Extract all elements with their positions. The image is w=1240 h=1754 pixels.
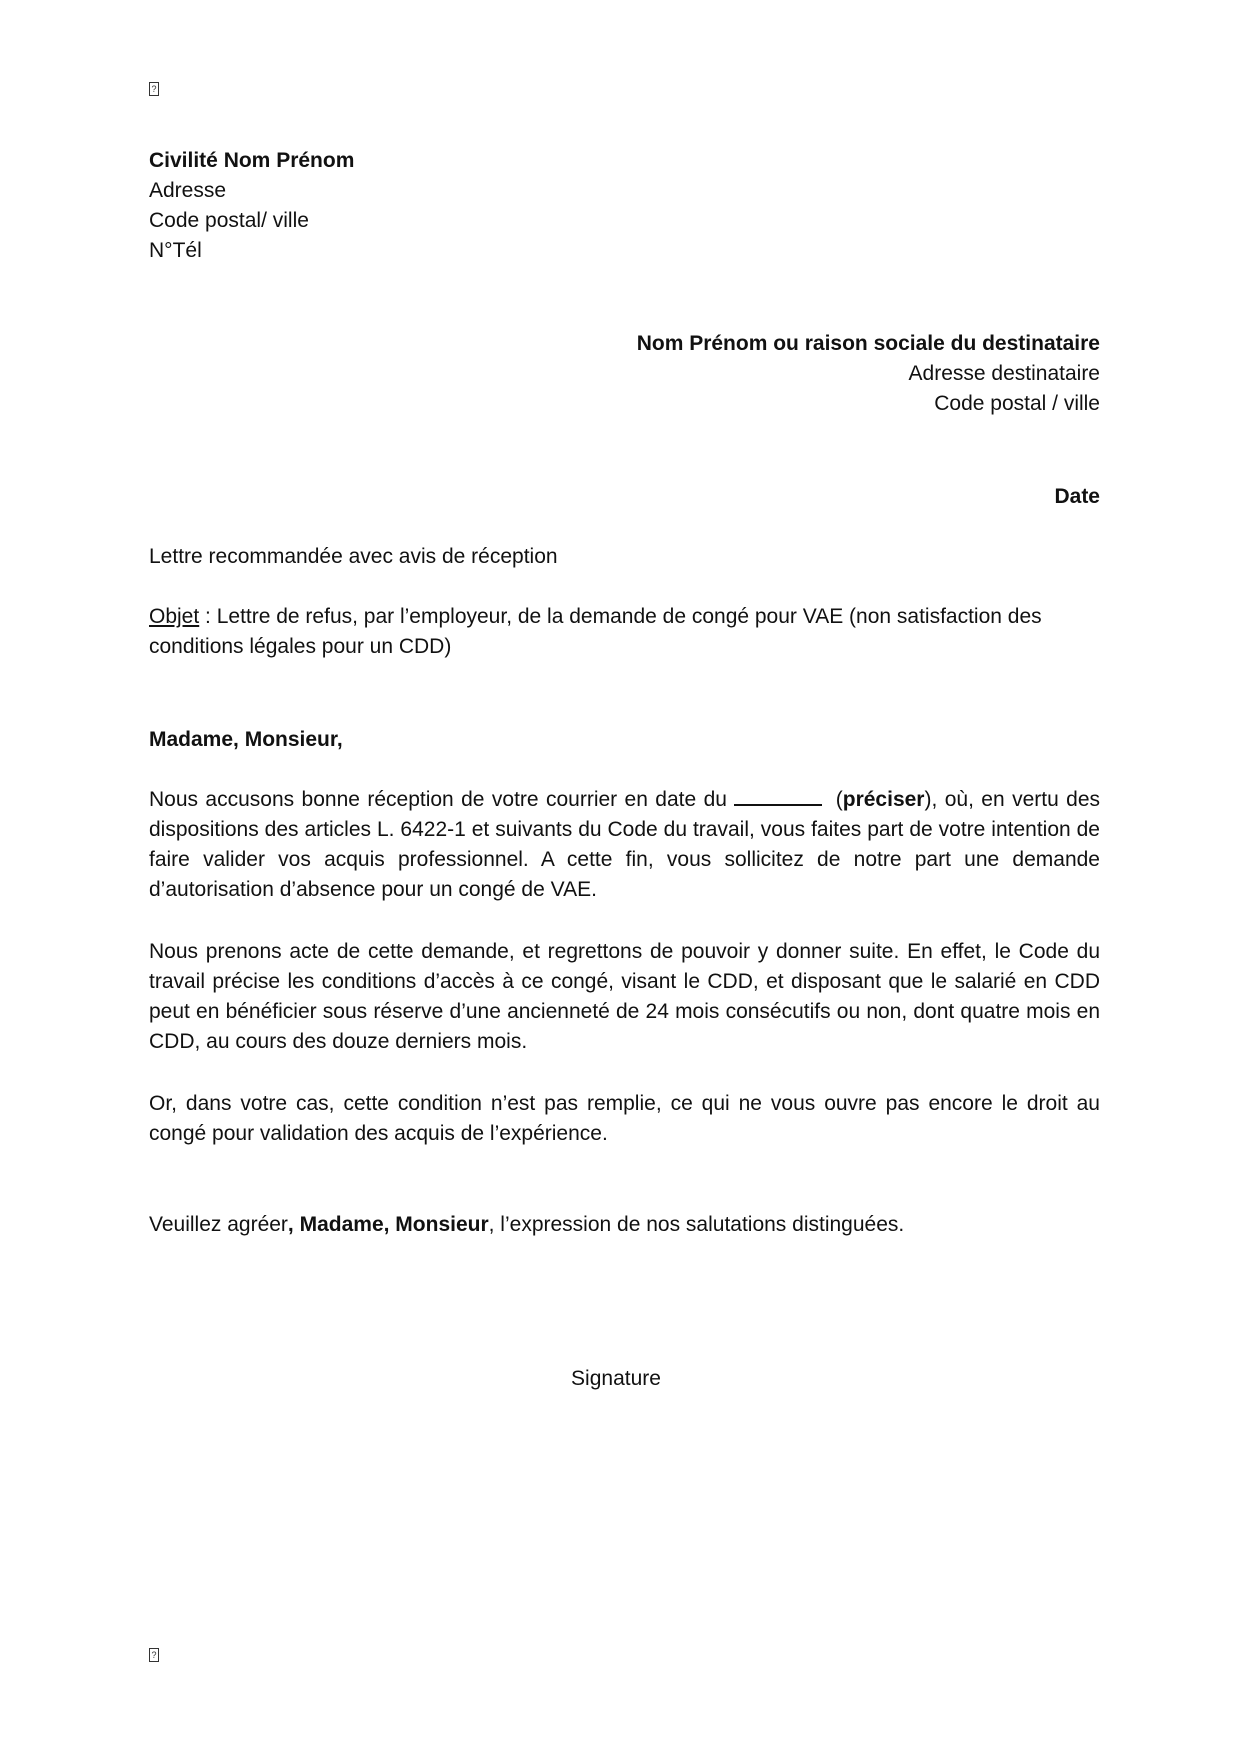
paragraph-condition: Or, dans votre cas, cette condition n’est pas remplie, ce qui ne vous ouvre pas encore le droit au congé pour validation des acquis de l’expérience. bbox=[149, 1092, 1100, 1145]
subject-text: : Lettre de refus, par l’employeur, de la demande de congé pour VAE (non satisfaction des conditions légales pour un CDD) bbox=[149, 605, 1042, 658]
signature bbox=[0, 1364, 1240, 1394]
closing-formula bbox=[149, 1210, 1100, 1240]
closing-bold: , Madame, Monsieur bbox=[287, 1213, 489, 1236]
missing-glyph-icon: ? bbox=[149, 82, 159, 96]
sender-city: Code postal/ ville bbox=[149, 209, 309, 232]
missing-glyph-icon: ? bbox=[149, 1648, 159, 1662]
recipient-name: Nom Prénom ou raison sociale du destinataire bbox=[636, 332, 1100, 355]
salutation: Madame, Monsieur, bbox=[149, 728, 343, 751]
paragraph1-open-paren: ( bbox=[828, 788, 843, 811]
subject-label: Objet bbox=[149, 605, 200, 628]
recipient-city: Code postal / ville bbox=[934, 392, 1100, 415]
date-label: Date bbox=[1054, 485, 1100, 508]
paragraph1-after: ), où, en vertu des dispositions des articles L. 6422-1 et suivants du Code du travail, vous faites part de votre intention de faire valider vos acquis professionnel. A cette fin, vous sollicitez de notre part une demande d’autorisation d’absence pour un congé de VAE. bbox=[149, 788, 1101, 901]
closing-after: , l’expression de nos salutations distinguées. bbox=[488, 1213, 905, 1236]
sender-address: Adresse bbox=[149, 179, 227, 202]
sender-name: Civilité Nom Prénom bbox=[149, 149, 355, 172]
sender-block bbox=[149, 146, 354, 266]
paragraph1-bold: préciser bbox=[842, 788, 925, 811]
delivery-mode: Lettre recommandée avec avis de réception bbox=[149, 545, 558, 568]
subject-line bbox=[149, 602, 1100, 662]
paragraph1-before: Nous accusons bonne réception de votre courrier en date du bbox=[149, 788, 735, 811]
paragraph-refusal: Nous prenons acte de cette demande, et regrettons de pouvoir y donner suite. En effet, le Code du travail précise les conditions d’accès à ce congé, visant le CDD, et disposant que le salarié en CDD peut en bénéficier sous réserve d’une ancienneté de 24 mois consécutifs ou non, dont quatre mois en CDD, au cours des douze derniers mois. bbox=[149, 940, 1100, 1053]
recipient-block bbox=[637, 329, 1100, 419]
recipient-address: Adresse destinataire bbox=[908, 362, 1100, 385]
signature-label: Signature bbox=[571, 1367, 661, 1390]
paragraph-acknowledgement bbox=[149, 785, 1100, 905]
sender-phone: N°Tél bbox=[149, 239, 202, 262]
date-blank bbox=[734, 786, 822, 806]
closing-before: Veuillez agréer bbox=[149, 1213, 288, 1236]
